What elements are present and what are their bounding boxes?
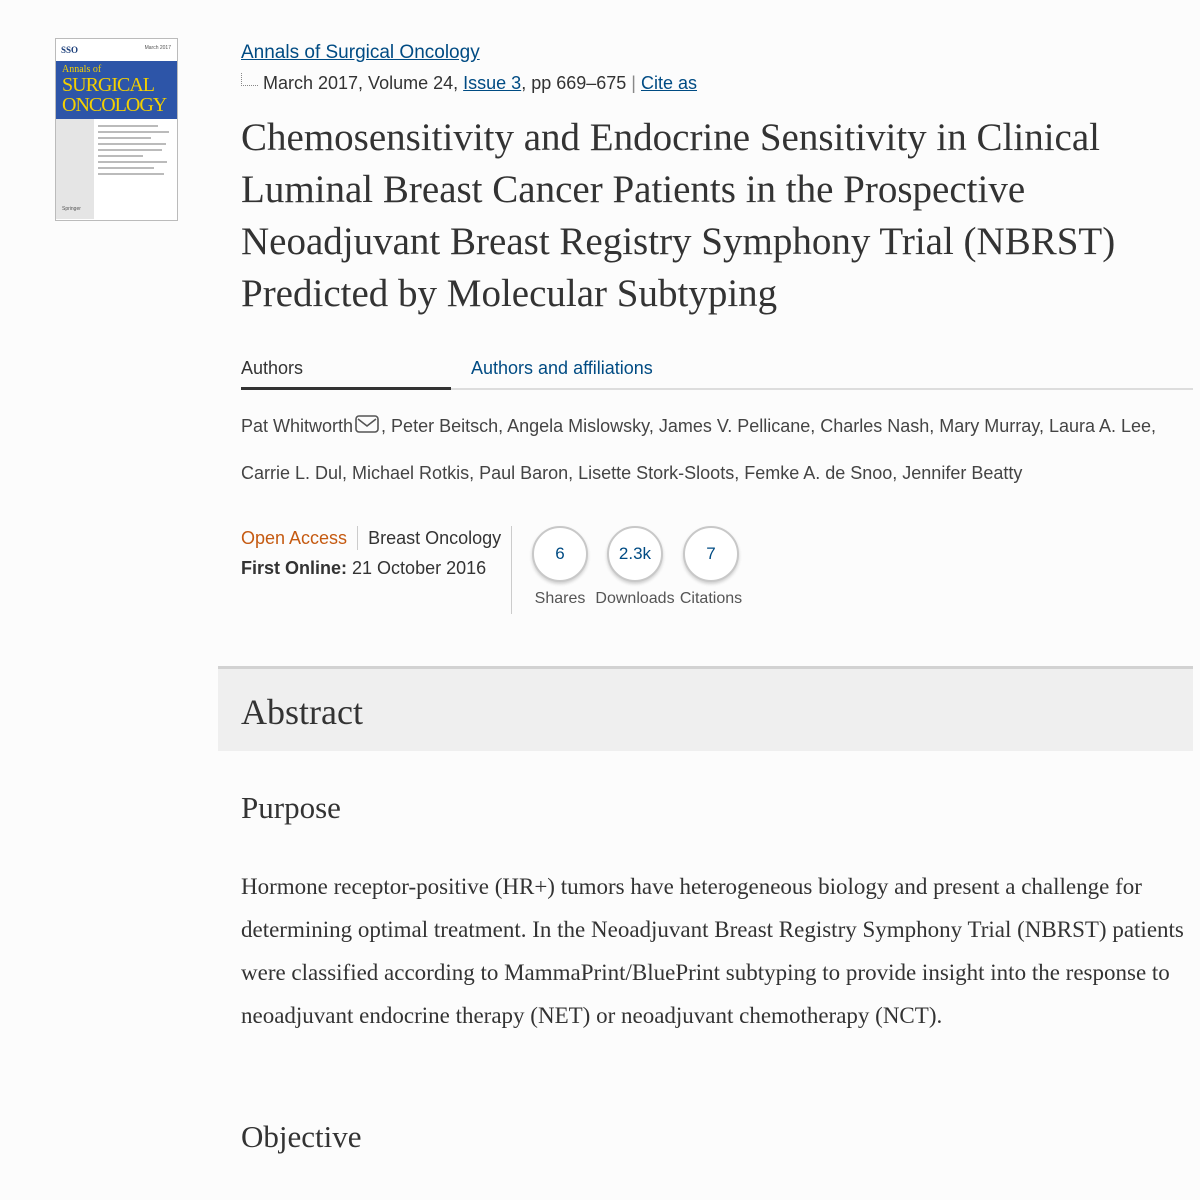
cover-text-lines — [94, 119, 177, 219]
metric-downloads[interactable] — [595, 526, 675, 608]
first-online-date: 21 October 2016 — [352, 558, 487, 578]
metric-citations-value: 7 — [683, 526, 739, 582]
cover-title-band — [56, 61, 177, 119]
cover-springer-logo: Springer — [62, 206, 81, 212]
cover-sso-logo: SSO — [61, 45, 79, 55]
cover-date: March 2017 — [144, 45, 171, 51]
category-label: Breast Oncology — [368, 527, 502, 548]
abstract-heading: Abstract — [241, 692, 363, 732]
cover-title-line1: Annals of — [62, 64, 102, 75]
open-access-badge: Open Access — [241, 527, 348, 548]
page-range: , pp 669–675 — [521, 73, 627, 93]
purpose-text: Hormone receptor-positive (HR+) tumors have heterogeneous biology and present a challenge for determining optimal treatment. In the Neoadjuvant Breast Registry Symphony Trial (NBRST) patients were classified according to MammaPrint/BluePrint subtyping to provide insight into the response to neoadjuvant endocrine therapy (NET) or neoadjuvant chemotherapy (NCT). — [241, 874, 1184, 1028]
author-first[interactable]: Pat Whitworth — [241, 416, 354, 436]
objective-heading: Objective — [241, 1119, 362, 1154]
metric-citations[interactable] — [671, 526, 751, 608]
meta-separator: | — [631, 73, 636, 93]
cover-body — [56, 119, 177, 219]
metric-citations-label: Citations — [679, 590, 743, 607]
cover-title-line2: SURGICAL — [62, 74, 155, 96]
cover-header — [56, 39, 177, 61]
metric-shares-value: 6 — [532, 526, 588, 582]
author-rest: , Peter Beitsch, Angela Mislowsky, James V. Pellicane, Charles Nash, Mary Murray, Laura A. Lee, Carrie L. Dul, Michael Rotkis, Paul Baron, Lisette Stork-Sloots, Femke A. de Snoo, Jennifer Beatty — [241, 416, 1157, 484]
tab-authors[interactable]: Authors — [241, 350, 451, 390]
metric-shares-label: Shares — [534, 590, 586, 607]
author-list — [241, 403, 1181, 496]
metric-downloads-value: 2.3k — [607, 526, 663, 582]
cover-sidebar — [56, 119, 94, 219]
author-tabs — [241, 350, 1193, 390]
article-info — [241, 526, 501, 579]
info-divider — [357, 526, 358, 550]
cover-title-line3: ONCOLOGY — [62, 94, 167, 116]
issue-prefix: March 2017, Volume 24, — [263, 73, 459, 93]
abstract-section-header[interactable] — [218, 666, 1193, 751]
elbow-connector-icon — [241, 73, 258, 86]
metrics-divider — [511, 526, 512, 614]
tab-authors-affiliations[interactable]: Authors and affiliations — [471, 358, 653, 378]
issue-link[interactable]: Issue 3 — [463, 73, 522, 93]
purpose-heading: Purpose — [241, 790, 341, 825]
journal-link[interactable]: Annals of Surgical Oncology — [241, 42, 480, 63]
metric-shares[interactable] — [520, 526, 600, 608]
metric-downloads-label: Downloads — [595, 590, 675, 607]
article-title: Chemosensitivity and Endocrine Sensitivity in Clinical Luminal Breast Cancer Patients in the Prospective Neoadjuvant Breast Registry Symphony Trial (NBRST) Predicted by Molecular Subtyping — [241, 116, 1116, 315]
cite-as-link[interactable]: Cite as — [640, 73, 698, 93]
mail-icon[interactable] — [355, 404, 379, 450]
first-online-label: First Online: — [241, 558, 348, 578]
journal-cover[interactable] — [55, 38, 178, 221]
issue-meta — [241, 73, 697, 94]
